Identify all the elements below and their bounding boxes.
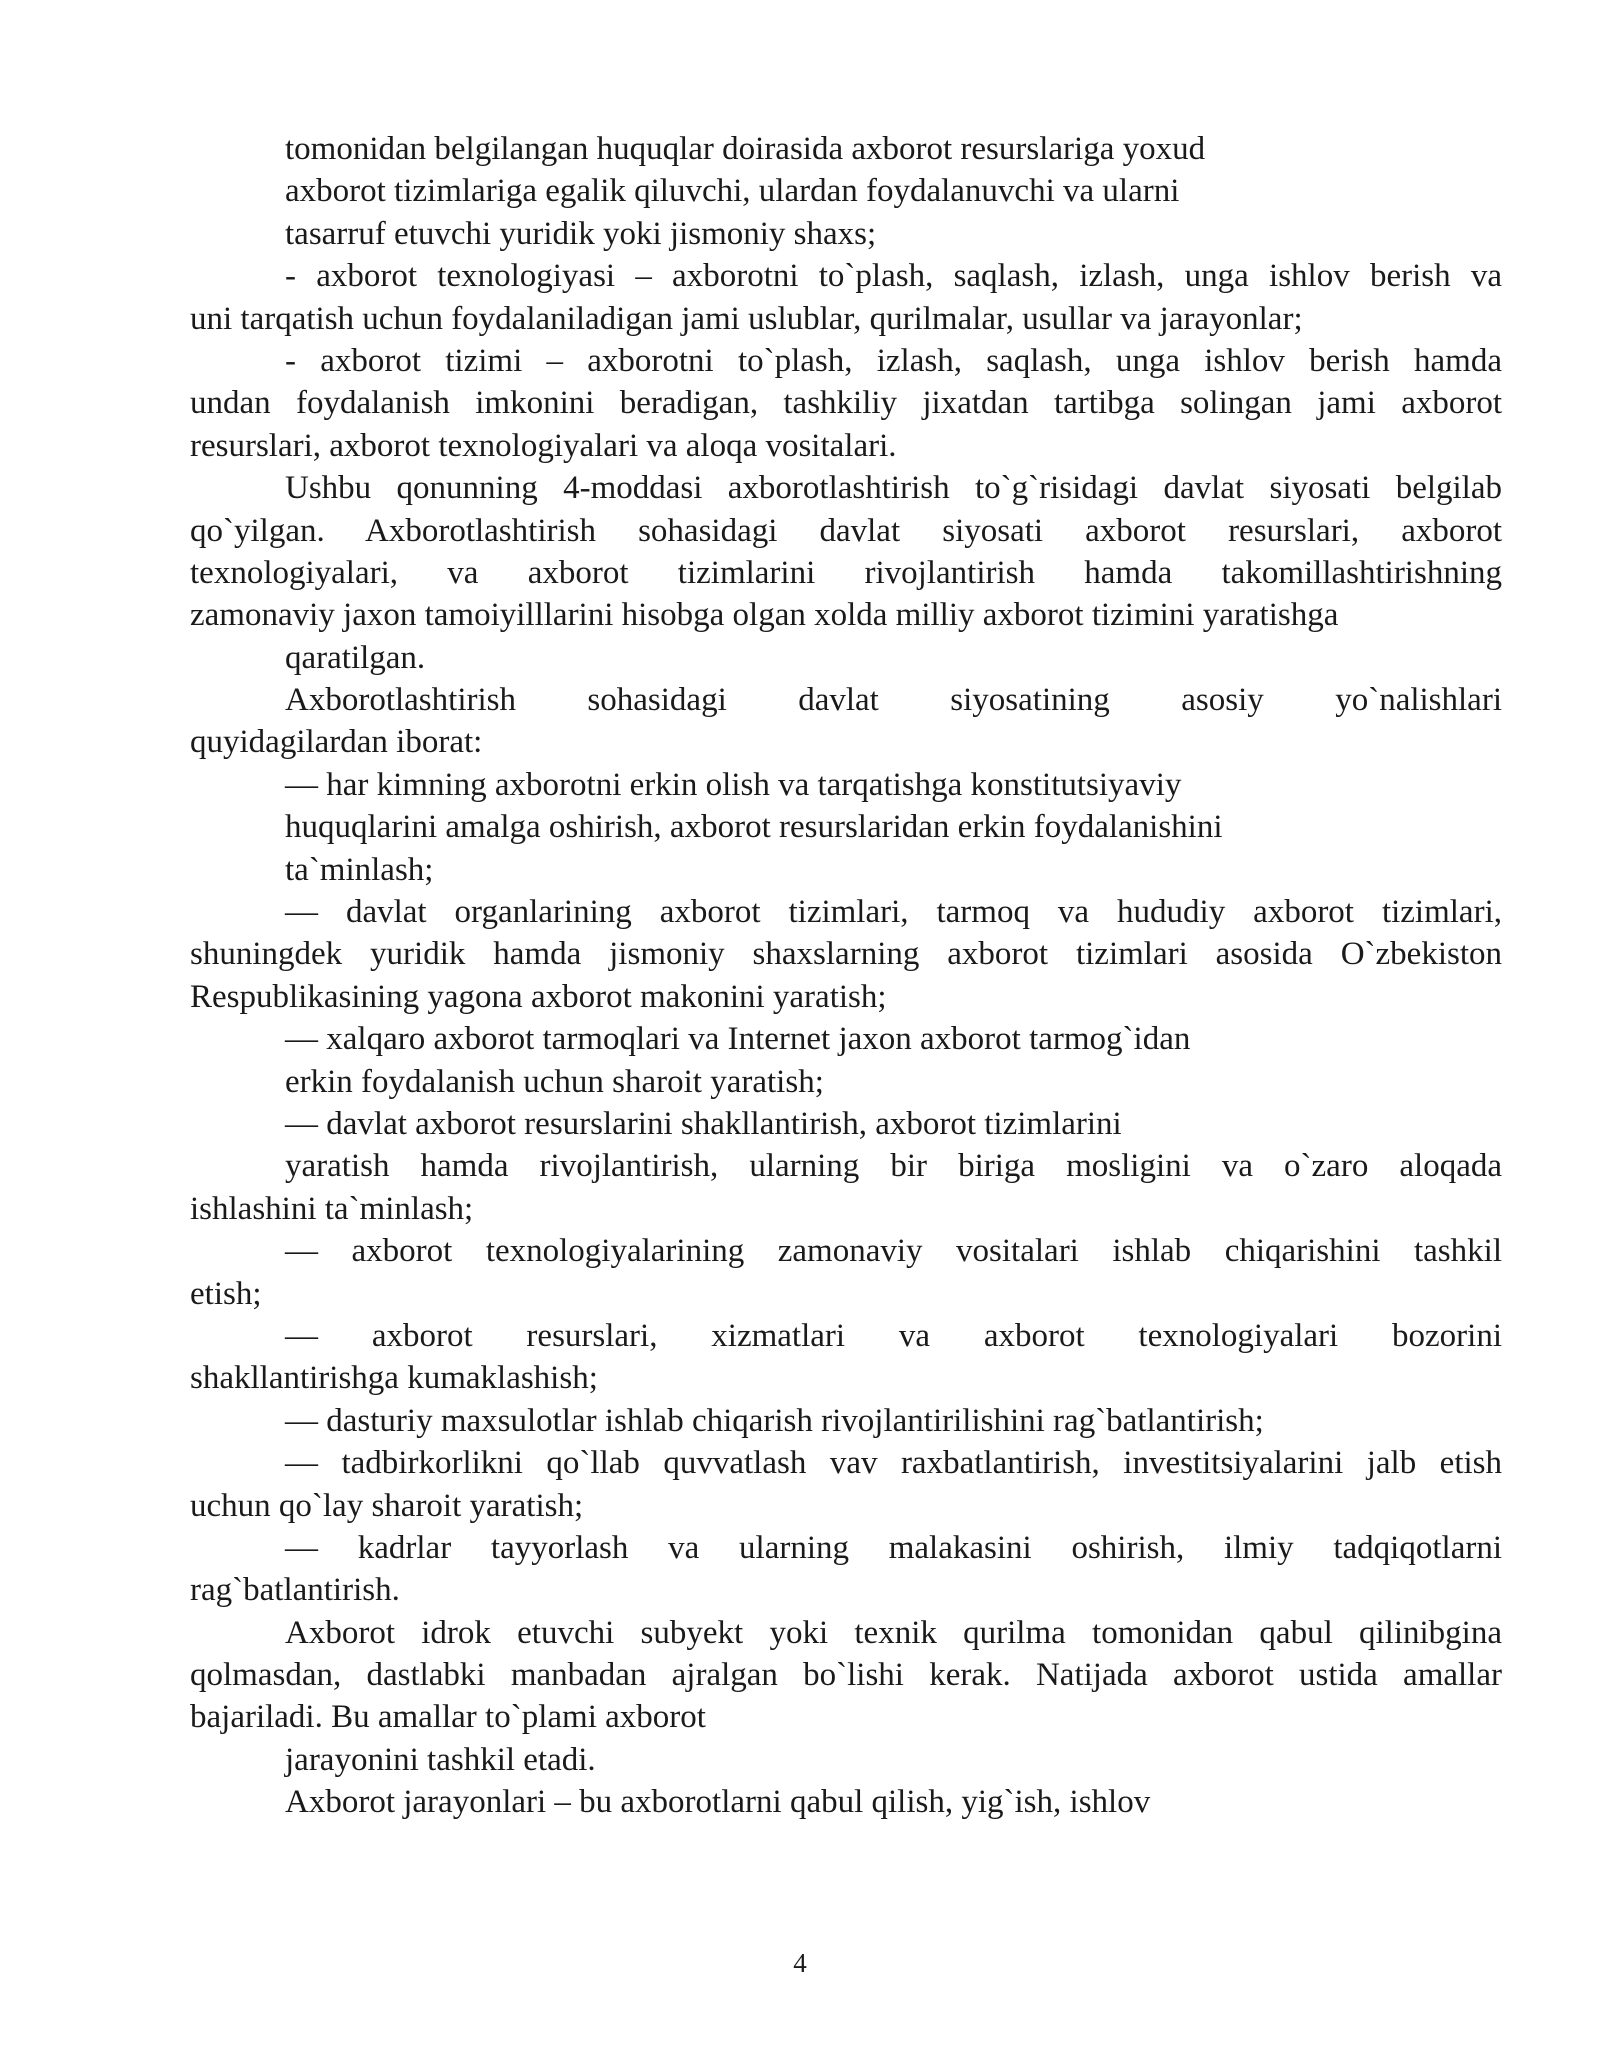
text-line: Axborotlashtirish sohasidagi davlat siyosatining asosiy yo`nalishlari xyxy=(285,682,1502,719)
text-line: tomonidan belgilangan huquqlar doirasida axborot resurslariga yoxud xyxy=(285,131,1206,167)
text-line: shuningdek yuridik hamda jismoniy shaxslarning axborot tizimlari asosida O`zbekiston xyxy=(190,936,1502,973)
text-line: Axborot idrok etuvchi subyekt yoki texnik qurilma tomonidan qabul qilinibgina xyxy=(285,1614,1502,1651)
text-line: zamonaviy jaxon tamoiyilllarini hisobga olgan xolda milliy axborot tizimini yaratishga xyxy=(190,597,1339,634)
text-line: undan foydalanish imkonini beradigan, tashkiliy jixatdan tartibga solingan jami axborot xyxy=(190,385,1502,422)
text-line: qo`yilgan. Axborotlashtirish sohasidagi davlat siyosati axborot resurslari, axborot xyxy=(190,512,1502,549)
text-line: — tadbirkorlikni qo`llab quvvatlash vav raxbatlantirish, investitsiyalarini jalb etish xyxy=(285,1445,1502,1482)
text-line: ta`minlash; xyxy=(285,851,434,888)
text-line: uni tarqatish uchun foydalaniladigan jami uslublar, qurilmalar, usullar va jarayonlar; xyxy=(190,300,1303,337)
text-line: tasarruf etuvchi yuridik yoki jismoniy shaxs; xyxy=(285,215,877,252)
text-line: axborot tizimlariga egalik qiluvchi, ulardan foydalanuvchi va ularni xyxy=(285,173,1180,210)
text-line: quyidagilardan iborat: xyxy=(190,724,483,761)
text-line: etish; xyxy=(190,1275,262,1312)
text-line: resurslari, axborot texnologiyalari va aloqa vositalari. xyxy=(190,427,897,464)
body-text xyxy=(190,128,1502,1824)
text-line: Axborot jarayonlari – bu axborotlarni qabul qilish, yig`ish, ishlov xyxy=(285,1784,1151,1821)
text-line: erkin foydalanish uchun sharoit yaratish; xyxy=(285,1063,824,1100)
text-line: — dasturiy maxsulotlar ishlab chiqarish rivojlantirilishini rag`batlantirish; xyxy=(285,1402,1264,1439)
text-line: rag`batlantirish. xyxy=(190,1572,400,1609)
text-line: bajariladi. Bu amallar to`plami axborot xyxy=(190,1699,706,1736)
text-line: - axborot texnologiyasi – axborotni to`plash, saqlash, izlash, unga ishlov berish va xyxy=(285,258,1502,295)
text-line: huquqlarini amalga oshirish, axborot resurslaridan erkin foydalanishini xyxy=(285,809,1223,846)
text-line: yaratish hamda rivojlantirish, ularning bir biriga mosligini va o`zaro aloqada xyxy=(285,1148,1502,1185)
text-line: — axborot texnologiyalarining zamonaviy vositalari ishlab chiqarishini tashkil xyxy=(285,1233,1502,1270)
text-line: qaratilgan. xyxy=(285,639,426,676)
text-line: — davlat organlarining axborot tizimlari, tarmoq va hududiy axborot tizimlari, xyxy=(285,894,1502,931)
text-line: — axborot resurslari, xizmatlari va axborot texnologiyalari bozorini xyxy=(285,1317,1502,1354)
text-line: uchun qo`lay sharoit yaratish; xyxy=(190,1487,584,1524)
page-number: 4 xyxy=(793,1948,807,1978)
text-line: jarayonini tashkil etadi. xyxy=(285,1741,596,1778)
text-line: Ushbu qonunning 4-moddasi axborotlashtirish to`g`risidagi davlat siyosati belgilab xyxy=(285,470,1502,507)
text-line: - axborot tizimi – axborotni to`plash, izlash, saqlash, unga ishlov berish hamda xyxy=(285,342,1502,379)
text-line: — davlat axborot resurslarini shakllantirish, axborot tizimlarini xyxy=(285,1105,1122,1142)
text-line: — har kimning axborotni erkin olish va tarqatishga konstitutsiyaviy xyxy=(285,766,1182,803)
text-line: qolmasdan, dastlabki manbadan ajralgan bo`lishi kerak. Natijada axborot ustida amallar xyxy=(190,1657,1502,1694)
text-line: — kadrlar tayyorlash va ularning malakasini oshirish, ilmiy tadqiqotlarni xyxy=(285,1529,1502,1566)
text-line: ishlashini ta`minlash; xyxy=(190,1190,474,1227)
text-line: texnologiyalari, va axborot tizimlarini rivojlantirish hamda takomillashtirishning xyxy=(190,554,1502,591)
text-line: Respublikasining yagona axborot makonini yaratish; xyxy=(190,978,887,1015)
text-line: — xalqaro axborot tarmoqlari va Internet jaxon axborot tarmog`idan xyxy=(285,1021,1191,1058)
text-line: shakllantirishga kumaklashish; xyxy=(190,1360,598,1397)
